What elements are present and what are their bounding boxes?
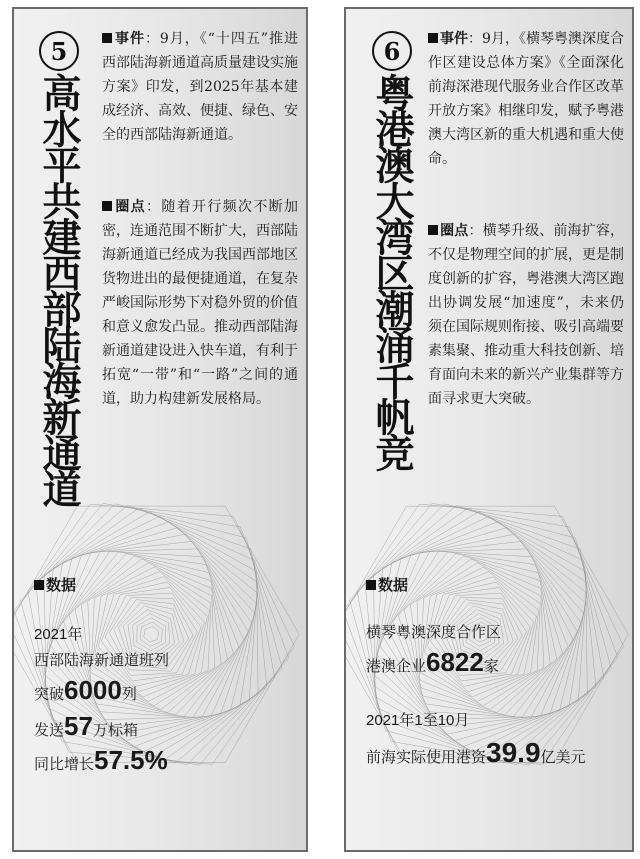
event-label: 事件 — [114, 31, 145, 47]
point-paragraph — [428, 219, 624, 411]
data-line: 同比增长57.5% — [34, 745, 168, 775]
event-paragraph — [102, 27, 298, 147]
data-number: 6000 — [64, 675, 122, 705]
point-text: ：随着开行频次不断加密，连通范围不断扩大，西部陆海新通道已经成为我国西部地区货物进出的最便捷通道，在复杂严峻国际形势下对稳外贸的价值和意义愈发凸显。推动西部陆海新通道建设进入快车道，有利于拓宽“一带”和“一路”之间的通道，助力构建新发展格局。 — [102, 199, 298, 407]
data-number: 6822 — [426, 647, 484, 677]
square-bullet-icon — [102, 33, 112, 43]
square-bullet-icon — [428, 225, 438, 235]
data-line: 发送57万标箱 — [34, 711, 138, 741]
panel-title — [34, 31, 84, 505]
point-label: 圈点 — [114, 199, 146, 215]
data-line: 港澳企业6822家 — [366, 647, 499, 677]
event-text: ：9月，《横琴粤澳深度合作区建设总体方案》《全面深化前海深港现代服务业合作区改革开放方案》相继印发，赋予粤港澳大湾区新的重大机遇和重大使命。 — [428, 31, 624, 167]
data-heading: 数据 — [366, 574, 408, 595]
square-bullet-icon — [102, 201, 112, 211]
data-number: 57 — [64, 711, 93, 741]
data-line: 西部陆海新通道班列 — [34, 652, 170, 669]
point-label: 圈点 — [440, 223, 469, 239]
data-line: 前海实际使用港资39.9亿美元 — [366, 737, 586, 768]
square-bullet-icon — [34, 580, 44, 590]
event-paragraph — [428, 27, 624, 171]
panel-title — [366, 31, 418, 469]
vertical-title: 粤港澳大湾区潮涌千帆竞 — [369, 73, 415, 469]
circled-number: 5 — [39, 31, 79, 71]
panel-5 — [12, 7, 308, 852]
panel-6 — [344, 7, 634, 852]
spiral-hexagon — [144, 626, 159, 642]
data-line: 横琴粤澳深度合作区 — [366, 624, 502, 641]
data-number: 57.5% — [94, 745, 168, 775]
square-bullet-icon — [428, 33, 438, 43]
data-heading: 数据 — [34, 574, 76, 595]
data-line: 突破6000列 — [34, 675, 137, 705]
data-number: 39.9 — [486, 737, 541, 768]
point-text: ：横琴升级、前海扩容，不仅是物理空间的扩展，更是制度创新的扩容，粤港澳大湾区跑出协调发展“加速度”，未来仍须在国际规则衔接、吸引高端要素集聚、推动重大科技创新、培育面向未来的新兴产业集群等方面寻求更大突破。 — [428, 223, 625, 407]
vertical-title: 高水平共建西部陆海新通道 — [36, 73, 82, 505]
square-bullet-icon — [366, 580, 376, 590]
event-text: ：9月，《“十四五”推进西部陆海新通道高质量建设实施方案》印发，到2025年基本建成经济、高效、便捷、绿色、安全的西部陆海新通道。 — [102, 31, 298, 143]
event-label: 事件 — [440, 31, 469, 47]
spiral-hexagon — [140, 622, 162, 646]
point-paragraph — [102, 195, 298, 411]
circled-number: 6 — [372, 31, 412, 71]
data-line: 2021年1至10月 — [366, 712, 470, 729]
data-line: 2021年 — [34, 626, 83, 643]
